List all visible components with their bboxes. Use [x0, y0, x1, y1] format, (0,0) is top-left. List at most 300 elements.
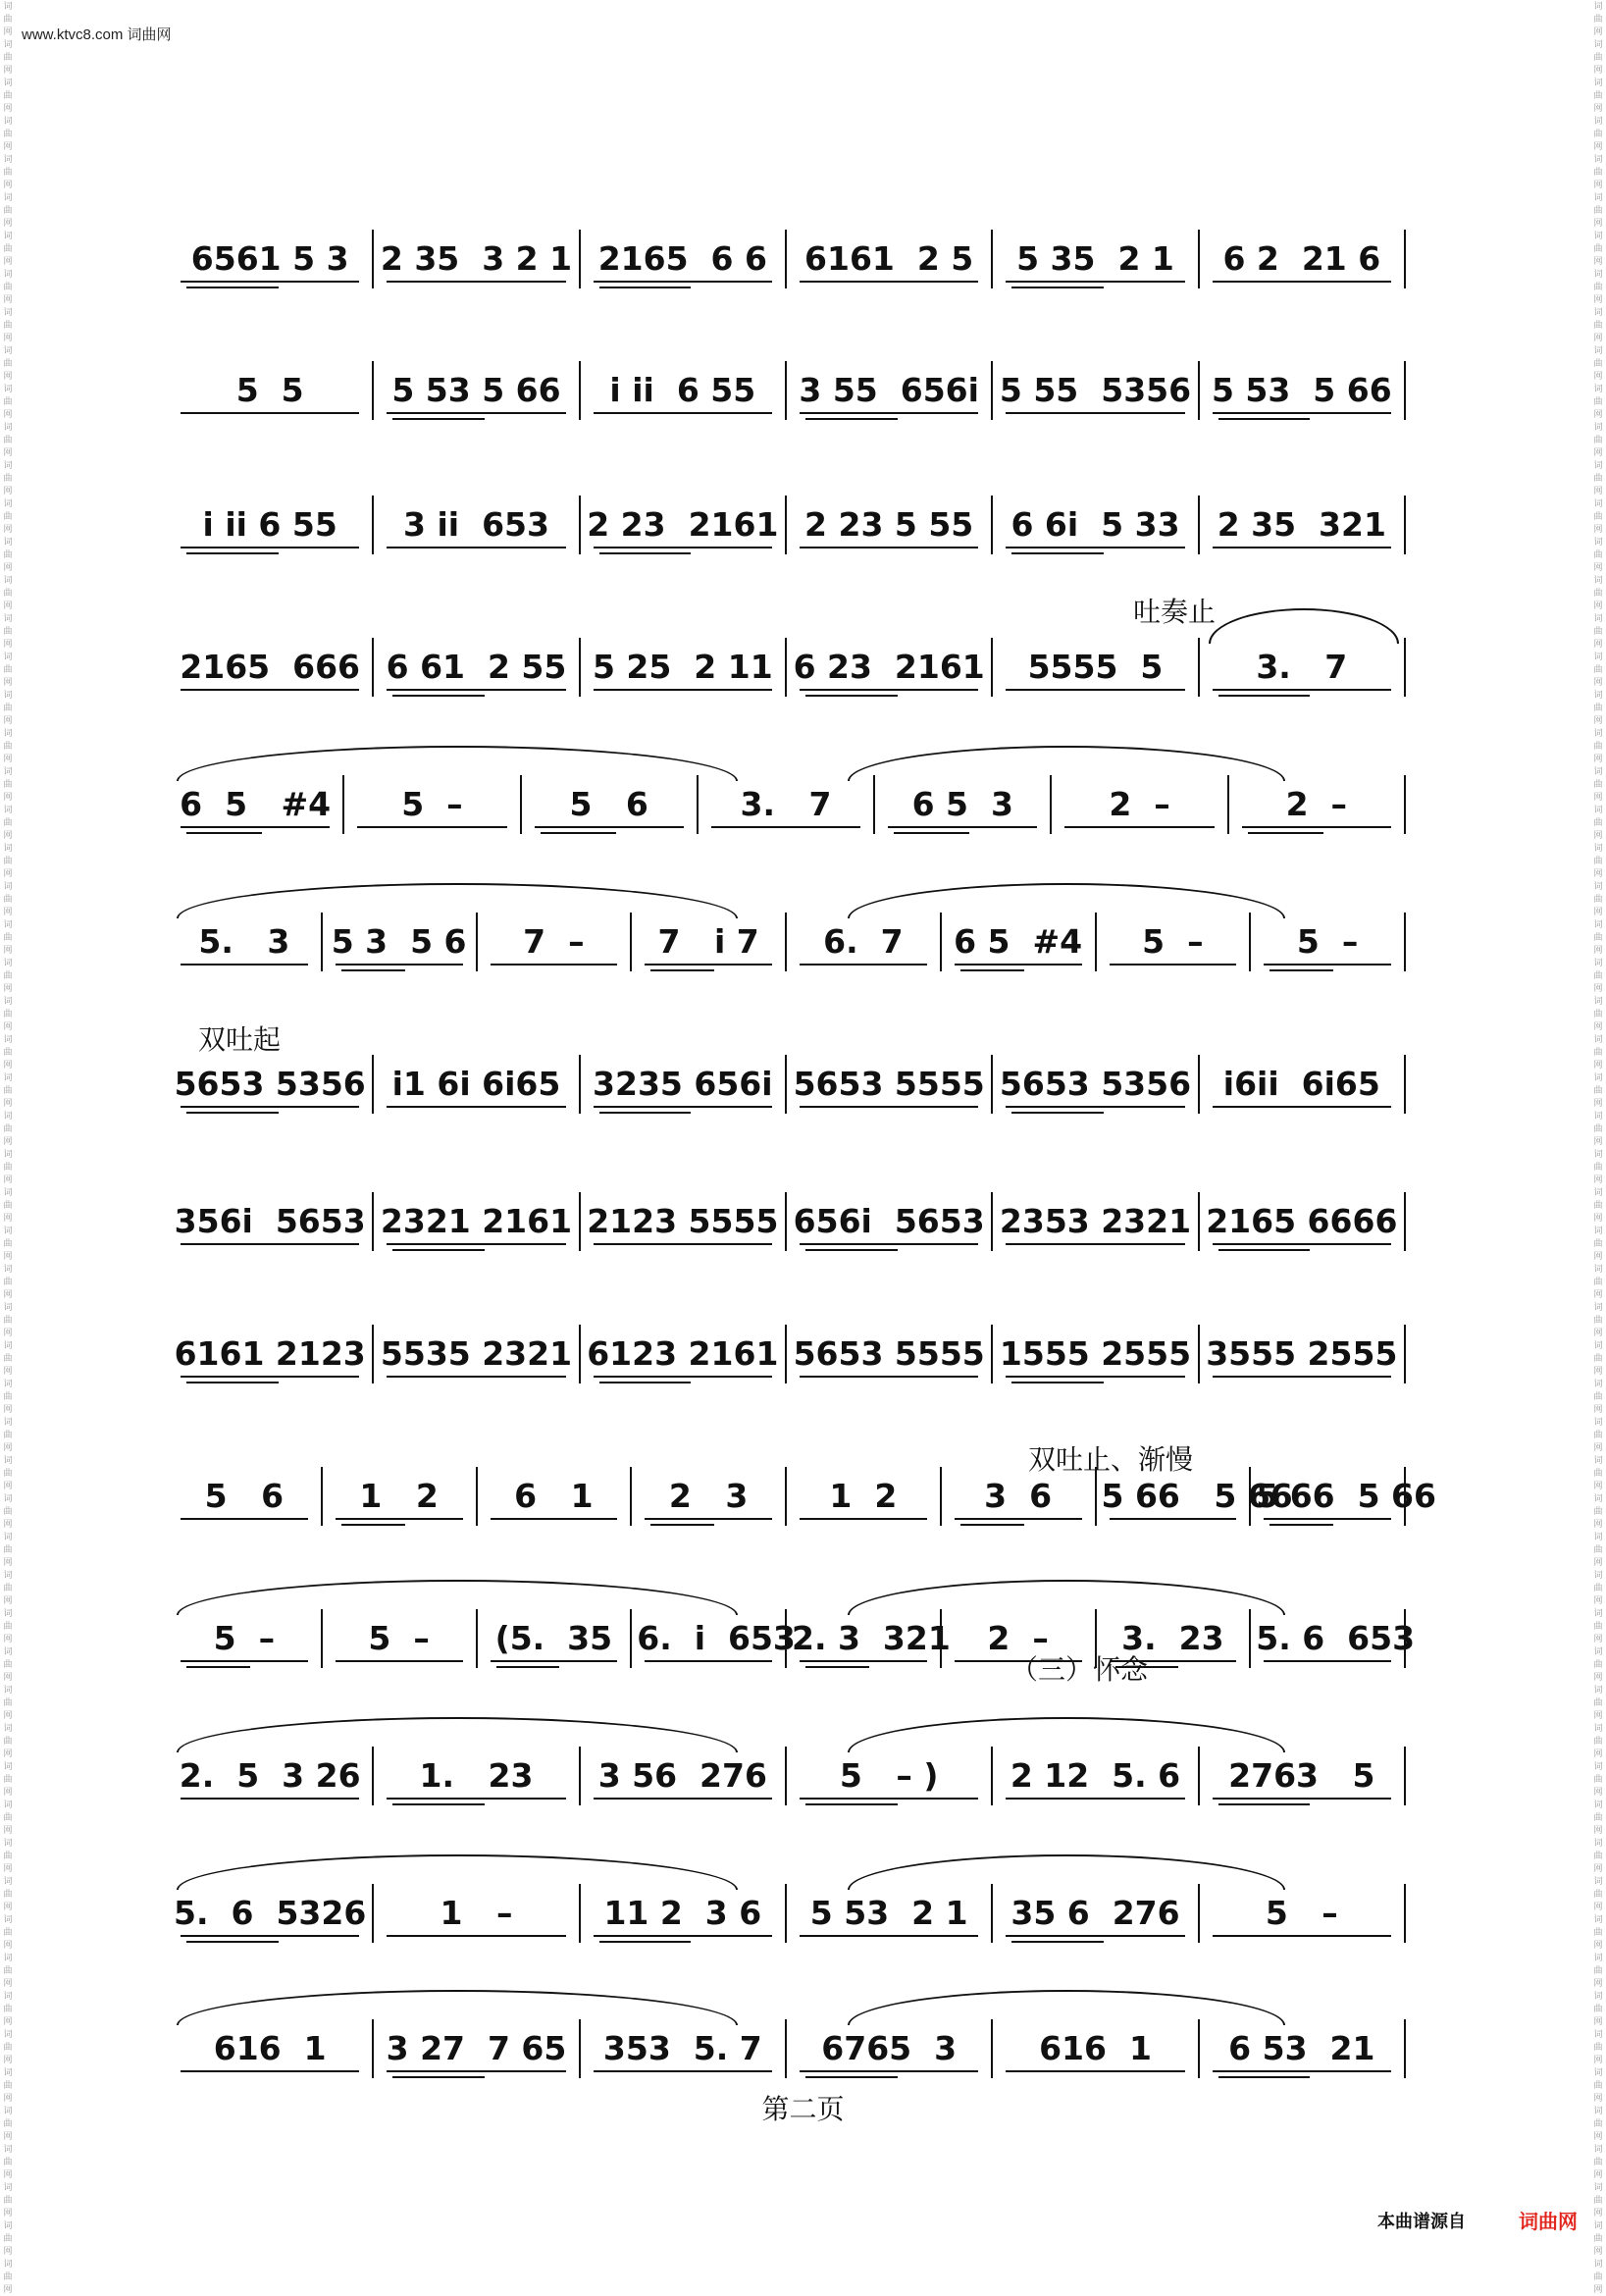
measure: 5 –: [213, 1619, 276, 1657]
score-row: [167, 1325, 1425, 1383]
measure: 3. 7: [740, 785, 832, 823]
beam: [1006, 689, 1184, 691]
beam: [594, 281, 772, 283]
beam: [181, 1106, 359, 1108]
measure: 6 53 21: [1228, 2029, 1375, 2067]
bar-line: [520, 775, 522, 834]
beam-secondary: [186, 287, 279, 288]
beam-secondary: [1011, 1382, 1104, 1383]
beam-secondary: [541, 832, 616, 834]
bar-line: [372, 230, 374, 288]
measure: 6. 7: [823, 922, 904, 961]
bar-line: [1404, 361, 1406, 420]
bar-line: [940, 913, 942, 971]
measure: i ii 6 55: [609, 371, 756, 409]
beam-secondary: [341, 1524, 405, 1526]
measure: 2123 5555: [587, 1202, 779, 1240]
beam-secondary: [1218, 1803, 1311, 1805]
bar-line: [785, 1192, 787, 1251]
bar-line: [630, 1467, 632, 1526]
measure: 2 23 2161: [587, 505, 779, 544]
measure: 6 23 2161: [793, 648, 985, 686]
watermark-left: 词曲网词曲网词曲网词曲网词曲网词曲网词曲网词曲网词曲网词曲网词曲网词曲网词曲网词曲网词曲网词曲网词曲网词曲网词曲网词曲网词曲网词曲网词曲网词曲网词曲网词曲网词曲网词曲网词曲网词曲网词曲网词曲网词曲网词曲网词曲网词曲网词曲网词曲网词曲网词曲网词曲网词曲网词曲网词曲网词曲网词曲网词曲网词曲网词曲网词曲网词曲网词曲网词曲网词曲网词曲网词曲网词曲网词曲网词曲网词曲网: [3, 1, 13, 2294]
beam: [387, 1243, 565, 1245]
beam: [336, 964, 463, 965]
measure: 5 6: [204, 1477, 285, 1515]
bar-line: [476, 1467, 478, 1526]
bar-line: [785, 1609, 787, 1668]
bar-line: [372, 1884, 374, 1943]
beam: [181, 1798, 359, 1800]
beam-secondary: [805, 1666, 869, 1668]
measure: 5653 5356: [999, 1065, 1192, 1103]
beam-secondary: [1011, 552, 1104, 554]
beam: [1213, 689, 1391, 691]
beam: [800, 689, 978, 691]
beam: [1213, 2070, 1391, 2072]
measure: 6161 2123: [174, 1334, 366, 1373]
beam: [535, 826, 684, 828]
bar-line: [1227, 775, 1229, 834]
measure: 6765 3: [821, 2029, 958, 2067]
measure: 5. 3: [198, 922, 290, 961]
score-row: [167, 1884, 1425, 1943]
measure: 3 27 7 65: [386, 2029, 567, 2067]
bar-line: [321, 913, 323, 971]
bar-line: [991, 1192, 993, 1251]
beam: [1064, 826, 1214, 828]
bar-line: [372, 1192, 374, 1251]
beam-secondary: [1011, 287, 1104, 288]
slur: [848, 1990, 1285, 2025]
slur: [848, 1717, 1285, 1752]
beam: [1006, 1243, 1184, 1245]
beam-secondary: [894, 832, 969, 834]
bar-line: [1198, 2019, 1200, 2078]
bar-line: [785, 913, 787, 971]
beam: [1006, 1935, 1184, 1937]
beam: [357, 826, 506, 828]
beam: [1264, 1660, 1391, 1662]
bar-line: [579, 1884, 581, 1943]
beam: [800, 281, 978, 283]
beam: [1213, 281, 1391, 283]
beam: [645, 964, 772, 965]
score-row: [167, 638, 1425, 697]
bar-line: [991, 1055, 993, 1114]
beam: [387, 689, 565, 691]
measure: 6 5 #4: [180, 785, 332, 823]
measure: 2165 6 6: [597, 239, 767, 278]
bar-line: [1198, 1747, 1200, 1805]
beam-secondary: [805, 695, 898, 697]
beam-secondary: [392, 1249, 485, 1251]
bar-line: [1249, 1467, 1251, 1526]
bar-line: [785, 1884, 787, 1943]
measure: 3. 7: [1256, 648, 1348, 686]
beam: [1006, 1798, 1184, 1800]
measure: 1 2: [829, 1477, 898, 1515]
measure: 1555 2555: [999, 1334, 1192, 1373]
bar-line: [372, 1055, 374, 1114]
beam: [387, 1935, 565, 1937]
measure: 5 53 5 66: [391, 371, 561, 409]
measure: 6. i 653: [637, 1619, 796, 1657]
bar-line: [940, 1467, 942, 1526]
beam-secondary: [599, 1941, 692, 1943]
bar-line: [991, 361, 993, 420]
measure: 5 5: [235, 371, 304, 409]
beam: [181, 281, 359, 283]
beam: [387, 412, 565, 414]
measure: 5 –: [1296, 922, 1359, 961]
beam-secondary: [1248, 832, 1323, 834]
bar-line: [785, 1325, 787, 1383]
beam-secondary: [186, 1382, 279, 1383]
bar-line: [1198, 638, 1200, 697]
beam: [181, 826, 330, 828]
bar-line: [1198, 1192, 1200, 1251]
beam: [800, 1106, 978, 1108]
beam: [888, 826, 1037, 828]
measure: 5. 6 5326: [174, 1894, 367, 1932]
measure: 5 66 5 66: [1256, 1477, 1436, 1515]
bar-line: [630, 913, 632, 971]
beam: [645, 1518, 772, 1520]
measure: 356i 5653: [174, 1202, 366, 1240]
measure: 5653 5555: [793, 1334, 985, 1373]
bar-line: [1198, 361, 1200, 420]
bar-line: [1404, 2019, 1406, 2078]
beam-secondary: [341, 969, 405, 971]
score-row: [167, 496, 1425, 554]
bar-line: [1050, 775, 1052, 834]
beam: [181, 1935, 359, 1937]
measure: 5. 6 653: [1256, 1619, 1416, 1657]
beam-secondary: [805, 2076, 898, 2078]
beam: [181, 1660, 308, 1662]
beam: [491, 964, 618, 965]
measure: 6 2 21 6: [1222, 239, 1381, 278]
beam: [594, 412, 772, 414]
site-url[interactable]: www.ktvc8.com 词曲网: [22, 26, 172, 43]
beam: [1006, 412, 1184, 414]
beam-secondary: [960, 969, 1024, 971]
measure: 5 –: [1142, 922, 1204, 961]
beam-secondary: [392, 1803, 485, 1805]
bar-line: [1404, 496, 1406, 554]
beam: [181, 1518, 308, 1520]
measure: 6161 2 5: [804, 239, 974, 278]
measure: 7 i 7: [657, 922, 759, 961]
measure: 2165 6666: [1206, 1202, 1398, 1240]
measure: 6 1: [514, 1477, 594, 1515]
bar-line: [372, 1325, 374, 1383]
measure: 5653 5356: [174, 1065, 366, 1103]
beam: [594, 689, 772, 691]
measure: 11 2 3 6: [603, 1894, 762, 1932]
beam: [1213, 1798, 1391, 1800]
measure: 5 –: [1265, 1894, 1338, 1932]
measure: 5535 2321: [380, 1334, 573, 1373]
beam: [1264, 1518, 1391, 1520]
bar-line: [1404, 230, 1406, 288]
bar-line: [342, 775, 344, 834]
bar-line: [1249, 1609, 1251, 1668]
beam: [387, 547, 565, 548]
measure: 5 55 5356: [999, 371, 1192, 409]
beam: [1006, 2070, 1184, 2072]
measure: 6 5 3: [911, 785, 1013, 823]
beam: [1006, 547, 1184, 548]
beam: [594, 2070, 772, 2072]
measure: 6 6i 5 33: [1010, 505, 1180, 544]
bar-line: [1404, 1747, 1406, 1805]
beam: [1006, 1106, 1184, 1108]
measure: 2321 2161: [380, 1202, 573, 1240]
slur: [848, 883, 1285, 918]
measure: 5 –: [368, 1619, 430, 1657]
measure: i6ii 6i65: [1222, 1065, 1380, 1103]
bar-line: [785, 496, 787, 554]
beam: [1110, 964, 1237, 965]
bar-line: [991, 1747, 993, 1805]
beam: [181, 1243, 359, 1245]
bar-line: [579, 1747, 581, 1805]
bar-line: [579, 1325, 581, 1383]
beam: [336, 1660, 463, 1662]
beam: [594, 547, 772, 548]
measure: 5 66 5 66: [1101, 1477, 1293, 1515]
bar-line: [372, 1747, 374, 1805]
beam-secondary: [1269, 969, 1333, 971]
beam: [1242, 826, 1391, 828]
bar-line: [630, 1609, 632, 1668]
bar-line: [321, 1467, 323, 1526]
bar-line: [1404, 1055, 1406, 1114]
beam: [1213, 1935, 1391, 1937]
beam: [336, 1518, 463, 1520]
measure: 5 6: [569, 785, 648, 823]
site-logo[interactable]: 词曲网: [1519, 2212, 1578, 2233]
beam-secondary: [805, 418, 898, 420]
beam: [800, 1935, 978, 1937]
bar-line: [873, 775, 875, 834]
score-row: [167, 1192, 1425, 1251]
bar-line: [579, 1192, 581, 1251]
bar-line: [1198, 1325, 1200, 1383]
measure: 2 23 5 55: [804, 505, 974, 544]
annotation-section3: （三）怀念: [1010, 1653, 1149, 1686]
annotation-tuzou-stop: 吐奏止: [1133, 596, 1217, 628]
beam-secondary: [805, 1249, 898, 1251]
beam: [1006, 1376, 1184, 1378]
measure: (5. 35: [494, 1619, 613, 1657]
measure: 2 35 321: [1217, 505, 1386, 544]
beam-secondary: [186, 1941, 279, 1943]
bar-line: [785, 1055, 787, 1114]
score-row: [167, 230, 1425, 288]
beam-secondary: [1218, 1249, 1311, 1251]
beam-secondary: [1218, 2076, 1311, 2078]
beam-secondary: [1218, 695, 1311, 697]
bar-line: [1404, 1325, 1406, 1383]
measure: 2 12 5. 6: [1010, 1756, 1181, 1795]
bar-line: [372, 496, 374, 554]
beam-secondary: [650, 969, 714, 971]
measure: 2 –: [987, 1619, 1049, 1657]
bar-line: [579, 2019, 581, 2078]
beam: [1213, 412, 1391, 414]
slur: [177, 1580, 738, 1615]
slur: [848, 1854, 1285, 1890]
beam: [800, 2070, 978, 2072]
slur: [177, 1717, 738, 1752]
score-row: [167, 2019, 1425, 2078]
bar-line: [991, 1325, 993, 1383]
beam: [181, 689, 359, 691]
bar-line: [991, 638, 993, 697]
beam-secondary: [1218, 418, 1311, 420]
measure: 3 56 276: [597, 1756, 767, 1795]
beam: [181, 1376, 359, 1378]
beam: [800, 964, 927, 965]
beam: [594, 1376, 772, 1378]
beam-secondary: [599, 287, 692, 288]
measure: 2. 3 321: [792, 1619, 951, 1657]
source-label: 本曲谱源自: [1377, 2212, 1466, 2231]
beam: [711, 826, 860, 828]
beam: [800, 1376, 978, 1378]
beam-secondary: [392, 418, 485, 420]
bar-line: [991, 496, 993, 554]
measure: 5 3 5 6: [331, 922, 467, 961]
bar-line: [1404, 638, 1406, 697]
measure: 3. 23: [1121, 1619, 1224, 1657]
beam: [387, 281, 565, 283]
page-number: 第二页: [761, 2093, 845, 2125]
measure: 5 25 2 11: [592, 648, 773, 686]
score-row: [167, 1747, 1425, 1805]
bar-line: [991, 230, 993, 288]
measure: 5 –: [401, 785, 463, 823]
measure: 5 – ): [839, 1756, 939, 1795]
slur: [1209, 608, 1399, 644]
bar-line: [697, 775, 699, 834]
measure: 1 –: [440, 1894, 513, 1932]
measure: 5 53 5 66: [1211, 371, 1392, 409]
watermark-right: 词曲网词曲网词曲网词曲网词曲网词曲网词曲网词曲网词曲网词曲网词曲网词曲网词曲网词曲网词曲网词曲网词曲网词曲网词曲网词曲网词曲网词曲网词曲网词曲网词曲网词曲网词曲网词曲网词曲网词曲网词曲网词曲网词曲网词曲网词曲网词曲网词曲网词曲网词曲网词曲网词曲网词曲网词曲网词曲网词曲网词曲网词曲网词曲网词曲网词曲网词曲网词曲网词曲网词曲网词曲网词曲网词曲网词曲网词曲网词曲网: [1593, 1, 1603, 2294]
measure: 3 6: [984, 1477, 1053, 1515]
beam-secondary: [1011, 1941, 1104, 1943]
beam: [800, 1243, 978, 1245]
beam: [800, 1798, 978, 1800]
score-row: [167, 1609, 1425, 1668]
beam: [594, 1935, 772, 1937]
measure: 1. 23: [419, 1756, 534, 1795]
measure: 6561 5 3: [190, 239, 349, 278]
beam: [800, 412, 978, 414]
bar-line: [1404, 1467, 1406, 1526]
bar-line: [1198, 1884, 1200, 1943]
beam: [1213, 1243, 1391, 1245]
bar-line: [1198, 230, 1200, 288]
measure: 2. 5 3 26: [179, 1756, 361, 1795]
measure: 5555 5: [1027, 648, 1164, 686]
bar-line: [991, 1884, 993, 1943]
bar-line: [1249, 913, 1251, 971]
measure: 1 2: [359, 1477, 439, 1515]
measure: i1 6i 6i65: [391, 1065, 561, 1103]
beam-secondary: [392, 2076, 485, 2078]
beam-secondary: [186, 832, 262, 834]
slur: [848, 1580, 1285, 1615]
beam: [800, 1660, 927, 1662]
beam: [181, 412, 359, 414]
score-row: [167, 1055, 1425, 1114]
measure: 656i 5653: [793, 1202, 985, 1240]
measure: 5653 5555: [793, 1065, 985, 1103]
bar-line: [1198, 1055, 1200, 1114]
slur: [177, 883, 738, 918]
bar-line: [1404, 1884, 1406, 1943]
beam-secondary: [186, 552, 279, 554]
beam: [955, 964, 1082, 965]
slur: [177, 1854, 738, 1890]
bar-line: [579, 638, 581, 697]
slur: [177, 746, 738, 781]
bar-line: [785, 2019, 787, 2078]
beam-secondary: [496, 1666, 560, 1668]
bar-line: [785, 638, 787, 697]
beam: [181, 547, 359, 548]
beam: [387, 1376, 565, 1378]
measure: 7 –: [523, 922, 585, 961]
measure: 3 55 656i: [799, 371, 979, 409]
beam-secondary: [1269, 1524, 1333, 1526]
measure: 616 1: [1039, 2029, 1152, 2067]
beam: [387, 2070, 565, 2072]
beam: [1213, 547, 1391, 548]
beam-secondary: [186, 1112, 279, 1114]
beam: [645, 1660, 772, 1662]
measure: 5 35 2 1: [1016, 239, 1174, 278]
bar-line: [579, 361, 581, 420]
measure: 2 –: [1285, 785, 1348, 823]
beam-secondary: [599, 552, 692, 554]
bar-line: [785, 1467, 787, 1526]
measure: 3235 656i: [593, 1065, 773, 1103]
beam: [1006, 281, 1184, 283]
bar-line: [785, 1747, 787, 1805]
measure: i ii 6 55: [202, 505, 337, 544]
score-row: [167, 913, 1425, 971]
beam: [387, 1798, 565, 1800]
beam: [594, 1106, 772, 1108]
bar-line: [372, 638, 374, 697]
beam: [181, 964, 308, 965]
measure: 2353 2321: [999, 1202, 1192, 1240]
beam: [1213, 1376, 1391, 1378]
score-row: [167, 1467, 1436, 1526]
beam: [1110, 1518, 1237, 1520]
beam-secondary: [1011, 1112, 1104, 1114]
beam: [594, 1243, 772, 1245]
score-row: [167, 775, 1425, 834]
measure: 353 5. 7: [602, 2029, 762, 2067]
measure: 5 53 2 1: [809, 1894, 968, 1932]
beam-secondary: [599, 1382, 692, 1383]
